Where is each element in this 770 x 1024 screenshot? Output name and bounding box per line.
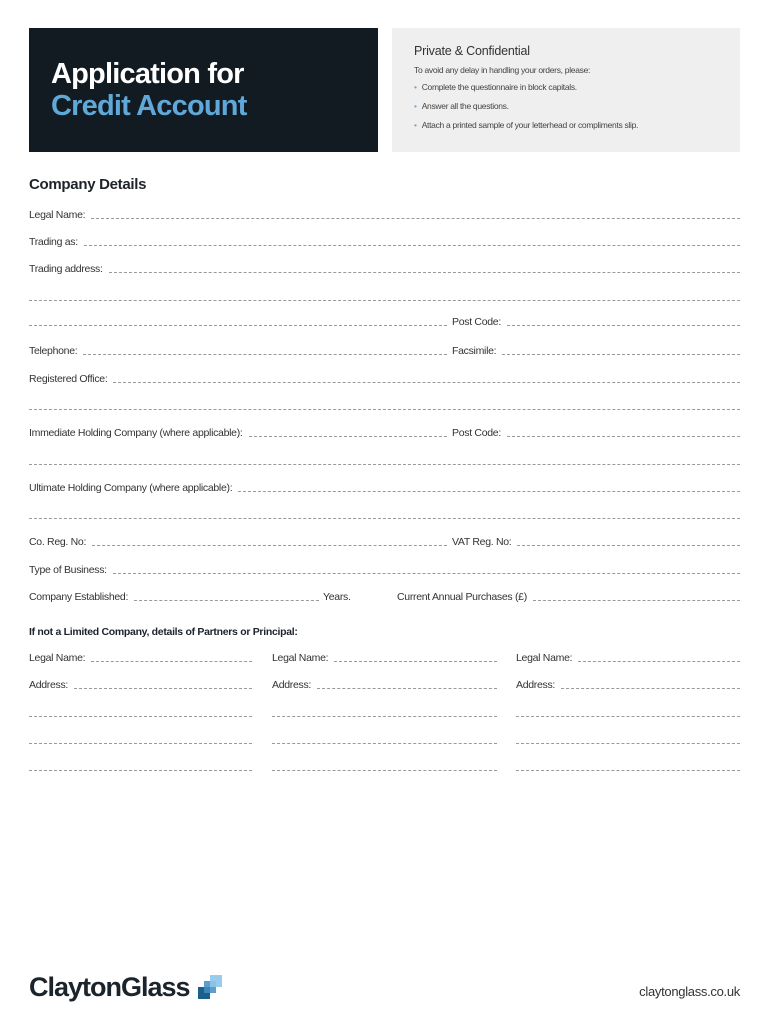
post-code-2-row <box>452 425 740 439</box>
facsimile-field[interactable] <box>502 354 740 355</box>
partner-3-address-label: Address: <box>516 679 556 691</box>
notice-list <box>414 82 728 130</box>
ultimate-holding-line-2[interactable] <box>29 518 740 519</box>
bullet-icon: • <box>414 120 417 130</box>
partner-1-address-line-3[interactable] <box>29 743 252 744</box>
partner-1-legal-name-field[interactable] <box>91 661 252 662</box>
website-link[interactable]: claytonglass.co.uk <box>639 984 740 999</box>
registered-office-line-2[interactable] <box>29 409 740 410</box>
immediate-holding-row <box>29 425 447 439</box>
type-of-business-label: Type of Business: <box>29 564 107 576</box>
trading-address-line-2[interactable] <box>29 300 740 301</box>
ultimate-holding-field[interactable] <box>238 491 740 492</box>
company-established-field[interactable] <box>134 600 319 601</box>
partner-3-address-field[interactable] <box>561 688 740 689</box>
facsimile-label: Facsimile: <box>452 345 497 357</box>
notice-title: Private & Confidential <box>414 44 530 58</box>
annual-purchases-label: Current Annual Purchases (£) <box>397 591 527 603</box>
brand-logo <box>29 972 224 1003</box>
partner-3-legal-name-field[interactable] <box>578 661 740 662</box>
trading-as-field[interactable] <box>84 245 740 246</box>
glass-tiles-icon <box>198 975 224 1001</box>
partner-1-address-label: Address: <box>29 679 69 691</box>
company-established-row <box>29 589 319 603</box>
trading-address-line-3[interactable] <box>29 325 447 326</box>
annual-purchases-row <box>397 589 740 603</box>
ultimate-holding-label: Ultimate Holding Company (where applicable): <box>29 482 233 494</box>
telephone-row <box>29 343 447 357</box>
trading-address-field[interactable] <box>109 272 740 273</box>
list-item: • Complete the questionnaire in block capitals. <box>414 82 577 92</box>
trading-as-row <box>29 234 740 248</box>
partner-1-address-row <box>29 677 252 691</box>
registered-office-label: Registered Office: <box>29 373 108 385</box>
partner-2-address-field[interactable] <box>317 688 497 689</box>
partner-2-address-line-3[interactable] <box>272 743 497 744</box>
partner-3-legal-name-label: Legal Name: <box>516 652 573 664</box>
partner-3-address-row <box>516 677 740 691</box>
partner-3-address-line-3[interactable] <box>516 743 740 744</box>
partner-1-address-line-4[interactable] <box>29 770 252 771</box>
section-title-company-details: Company Details <box>29 176 147 193</box>
partner-1-legal-name-row <box>29 650 252 664</box>
registered-office-row <box>29 371 740 385</box>
post-code-row <box>452 314 740 328</box>
notice-intro: To avoid any delay in handling your orders, please: <box>414 65 591 75</box>
annual-purchases-field[interactable] <box>533 600 740 601</box>
partner-2-legal-name-row <box>272 650 497 664</box>
list-item: • Answer all the questions. <box>414 101 509 111</box>
legal-name-label: Legal Name: <box>29 209 86 221</box>
partner-2-address-row <box>272 677 497 691</box>
legal-name-field[interactable] <box>91 218 740 219</box>
brand-name: ClaytonGlass <box>29 972 190 1002</box>
company-established-label: Company Established: <box>29 591 129 603</box>
logo-tile-light <box>210 975 222 987</box>
post-code-label: Post Code: <box>452 316 501 328</box>
partner-1-address-field[interactable] <box>74 688 252 689</box>
co-reg-no-field[interactable] <box>92 545 447 546</box>
telephone-label: Telephone: <box>29 345 78 357</box>
telephone-field[interactable] <box>83 354 447 355</box>
vat-reg-no-label: VAT Reg. No: <box>452 536 512 548</box>
title-banner <box>29 28 378 152</box>
immediate-holding-label: Immediate Holding Company (where applicable): <box>29 427 243 439</box>
post-code-2-label: Post Code: <box>452 427 501 439</box>
partner-3-address-line-4[interactable] <box>516 770 740 771</box>
years-label: Years. <box>323 591 351 603</box>
trading-as-label: Trading as: <box>29 236 78 248</box>
partner-1-legal-name-label: Legal Name: <box>29 652 86 664</box>
registered-office-field[interactable] <box>113 382 740 383</box>
bullet-icon: • <box>414 82 417 92</box>
partner-2-legal-name-field[interactable] <box>334 661 497 662</box>
confidential-notice <box>392 28 740 152</box>
section-title-partners: If not a Limited Company, details of Partners or Principal: <box>29 626 298 638</box>
partner-2-legal-name-label: Legal Name: <box>272 652 329 664</box>
page-title-line2: Credit Account <box>51 90 247 122</box>
type-of-business-field[interactable] <box>113 573 740 574</box>
post-code-2-field[interactable] <box>507 436 740 437</box>
vat-reg-no-row <box>452 534 740 548</box>
co-reg-no-row <box>29 534 447 548</box>
partner-3-address-line-2[interactable] <box>516 716 740 717</box>
partner-1-address-line-2[interactable] <box>29 716 252 717</box>
partner-3-legal-name-row <box>516 650 740 664</box>
ultimate-holding-row <box>29 480 740 494</box>
trading-address-line-3-row <box>29 314 447 328</box>
vat-reg-no-field[interactable] <box>517 545 740 546</box>
trading-address-row <box>29 261 740 275</box>
legal-name-row <box>29 207 740 221</box>
co-reg-no-label: Co. Reg. No: <box>29 536 87 548</box>
page-title-line1: Application for <box>51 58 244 90</box>
type-of-business-row <box>29 562 740 576</box>
immediate-holding-field[interactable] <box>249 436 447 437</box>
years-row <box>323 589 363 603</box>
partner-2-address-label: Address: <box>272 679 312 691</box>
post-code-field[interactable] <box>507 325 740 326</box>
list-item: • Attach a printed sample of your letterhead or compliments slip. <box>414 120 639 130</box>
immediate-holding-line-2[interactable] <box>29 464 740 465</box>
partner-2-address-line-2[interactable] <box>272 716 497 717</box>
facsimile-row <box>452 343 740 357</box>
bullet-icon: • <box>414 101 417 111</box>
partner-2-address-line-4[interactable] <box>272 770 497 771</box>
trading-address-label: Trading address: <box>29 263 103 275</box>
